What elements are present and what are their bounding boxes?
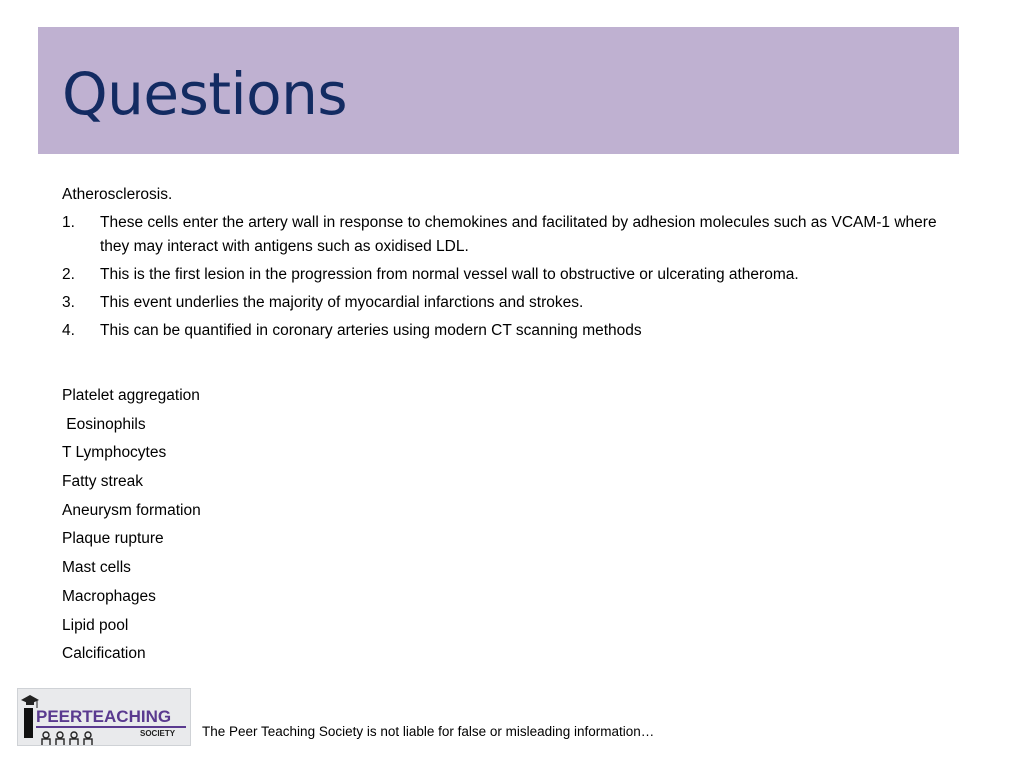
option-item: Lipid pool [62, 616, 129, 634]
slide-body [62, 183, 962, 347]
question-text: This can be quantified in coronary arteries using modern CT scanning methods [100, 322, 642, 339]
option-item: Calcification [62, 645, 146, 663]
question-number: 3. [62, 294, 75, 311]
option-item: Mast cells [62, 559, 131, 577]
option-item: Aneurysm formation [62, 501, 201, 519]
footer-disclaimer: The Peer Teaching Society is not liable for false or misleading information… [202, 724, 655, 739]
question-text: This event underlies the majority of myocardial infarctions and strokes. [100, 294, 584, 311]
question-number: 2. [62, 266, 75, 283]
question-list [62, 211, 962, 343]
peer-teaching-logo [17, 688, 191, 746]
question-number: 1. [62, 214, 75, 231]
title-bar [38, 27, 959, 154]
question-number: 4. [62, 322, 75, 339]
question-item [62, 291, 962, 315]
question-text: This is the first lesion in the progression from normal vessel wall to obstructive or ulcerating atheroma. [100, 266, 799, 283]
option-item: Platelet aggregation [62, 387, 200, 404]
logo-title: PEERTEACHING [36, 707, 172, 726]
answer-options [62, 384, 201, 671]
intro-text: Atherosclerosis. [62, 186, 173, 203]
option-item: Macrophages [62, 587, 156, 605]
option-item: Eosinophils [62, 415, 146, 433]
question-text: These cells enter the artery wall in response to chemokines and facilitated by adhesion molecules such as VCAM-1 where they may interact with antigens such as oxidised LDL. [100, 214, 937, 255]
question-item [62, 211, 962, 259]
option-item: Fatty streak [62, 473, 143, 491]
logo-subtitle: SOCIETY [140, 729, 176, 738]
slide-title: Questions [62, 60, 348, 128]
question-item [62, 263, 962, 287]
question-item [62, 319, 962, 343]
option-item: Plaque rupture [62, 530, 164, 548]
option-item: T Lymphocytes [62, 444, 167, 462]
